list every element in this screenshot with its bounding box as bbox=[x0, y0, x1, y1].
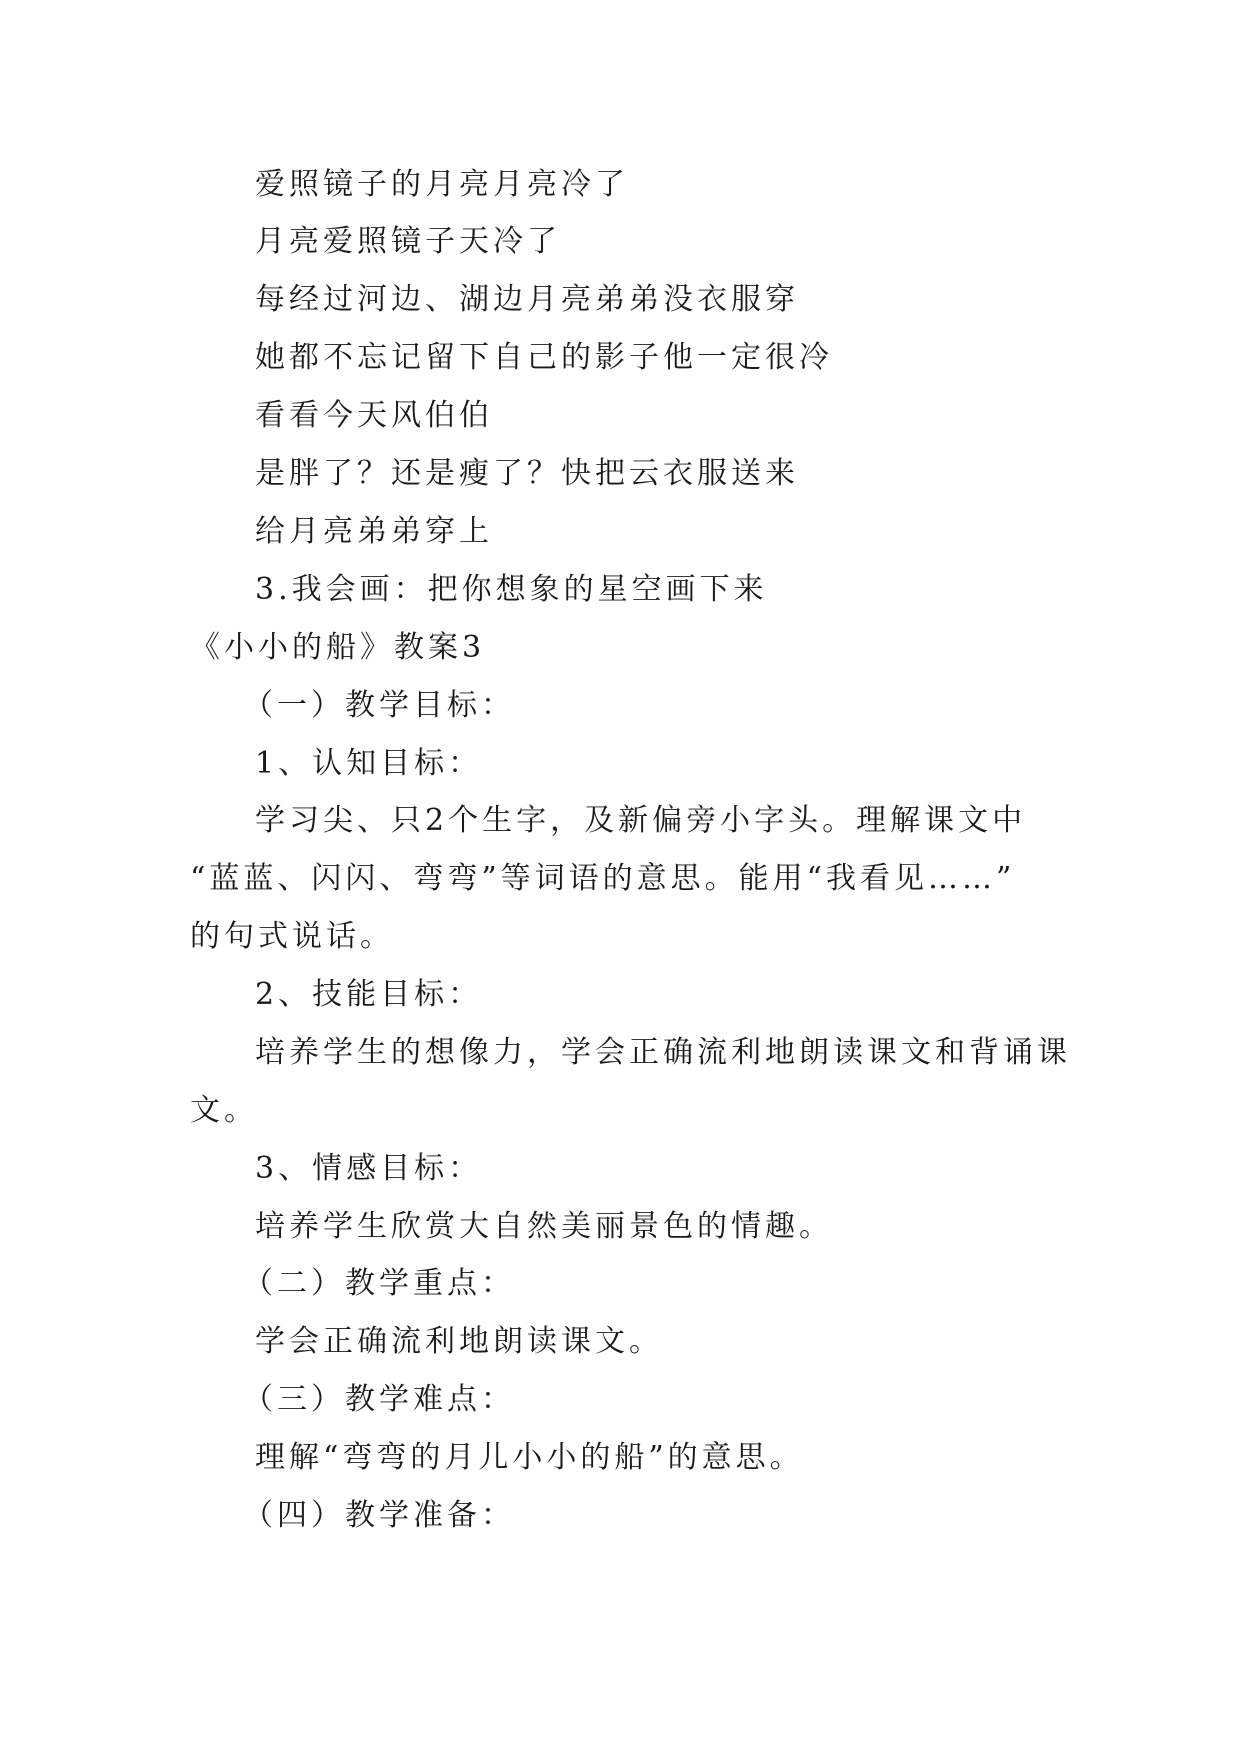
skill-text-line1: 培养学生的想像力，学会正确流利地朗读课文和背诵课 bbox=[255, 1035, 1071, 1070]
cognitive-text-line2: “蓝蓝、闪闪、弯弯”等词语的意思。能用“我看见……” bbox=[190, 861, 1016, 896]
lesson-title: 《小小的船》教案3 bbox=[190, 630, 486, 665]
difficulty-heading: （三）教学难点： bbox=[243, 1382, 515, 1417]
exercise-3: 3.我会画：把你想象的星空画下来 bbox=[255, 572, 768, 607]
cognitive-text-line3: 的句式说话。 bbox=[190, 919, 394, 954]
cognitive-text-line1: 学习尖、只2个生字，及新偏旁小字头。理解课文中 bbox=[255, 803, 1027, 838]
poem-line-4: 她都不忘记留下自己的影子他一定很冷 bbox=[255, 340, 833, 375]
emotion-text: 培养学生欣赏大自然美丽景色的情趣。 bbox=[255, 1209, 833, 1244]
key-points-heading: （二）教学重点： bbox=[243, 1266, 515, 1301]
poem-line-7: 给月亮弟弟穿上 bbox=[255, 514, 493, 549]
objectives-heading: （一）教学目标： bbox=[243, 688, 515, 723]
poem-line-2: 月亮爱照镜子天冷了 bbox=[255, 224, 561, 259]
emotion-heading: 3、情感目标： bbox=[255, 1151, 483, 1186]
preparation-heading: （四）教学准备： bbox=[243, 1498, 515, 1533]
difficulty-text: 理解“弯弯的月儿小小的船”的意思。 bbox=[255, 1440, 804, 1475]
skill-text-line2: 文。 bbox=[190, 1093, 258, 1128]
poem-line-1: 爱照镜子的月亮月亮冷了 bbox=[255, 167, 629, 202]
poem-line-5: 看看今天风伯伯 bbox=[255, 398, 493, 433]
cognitive-heading: 1、认知目标： bbox=[255, 746, 483, 781]
poem-line-3: 每经过河边、湖边月亮弟弟没衣服穿 bbox=[255, 282, 799, 317]
poem-line-6: 是胖了？还是瘦了？快把云衣服送来 bbox=[255, 456, 799, 491]
skill-heading: 2、技能目标： bbox=[255, 977, 483, 1012]
key-points-text: 学会正确流利地朗读课文。 bbox=[255, 1324, 663, 1359]
